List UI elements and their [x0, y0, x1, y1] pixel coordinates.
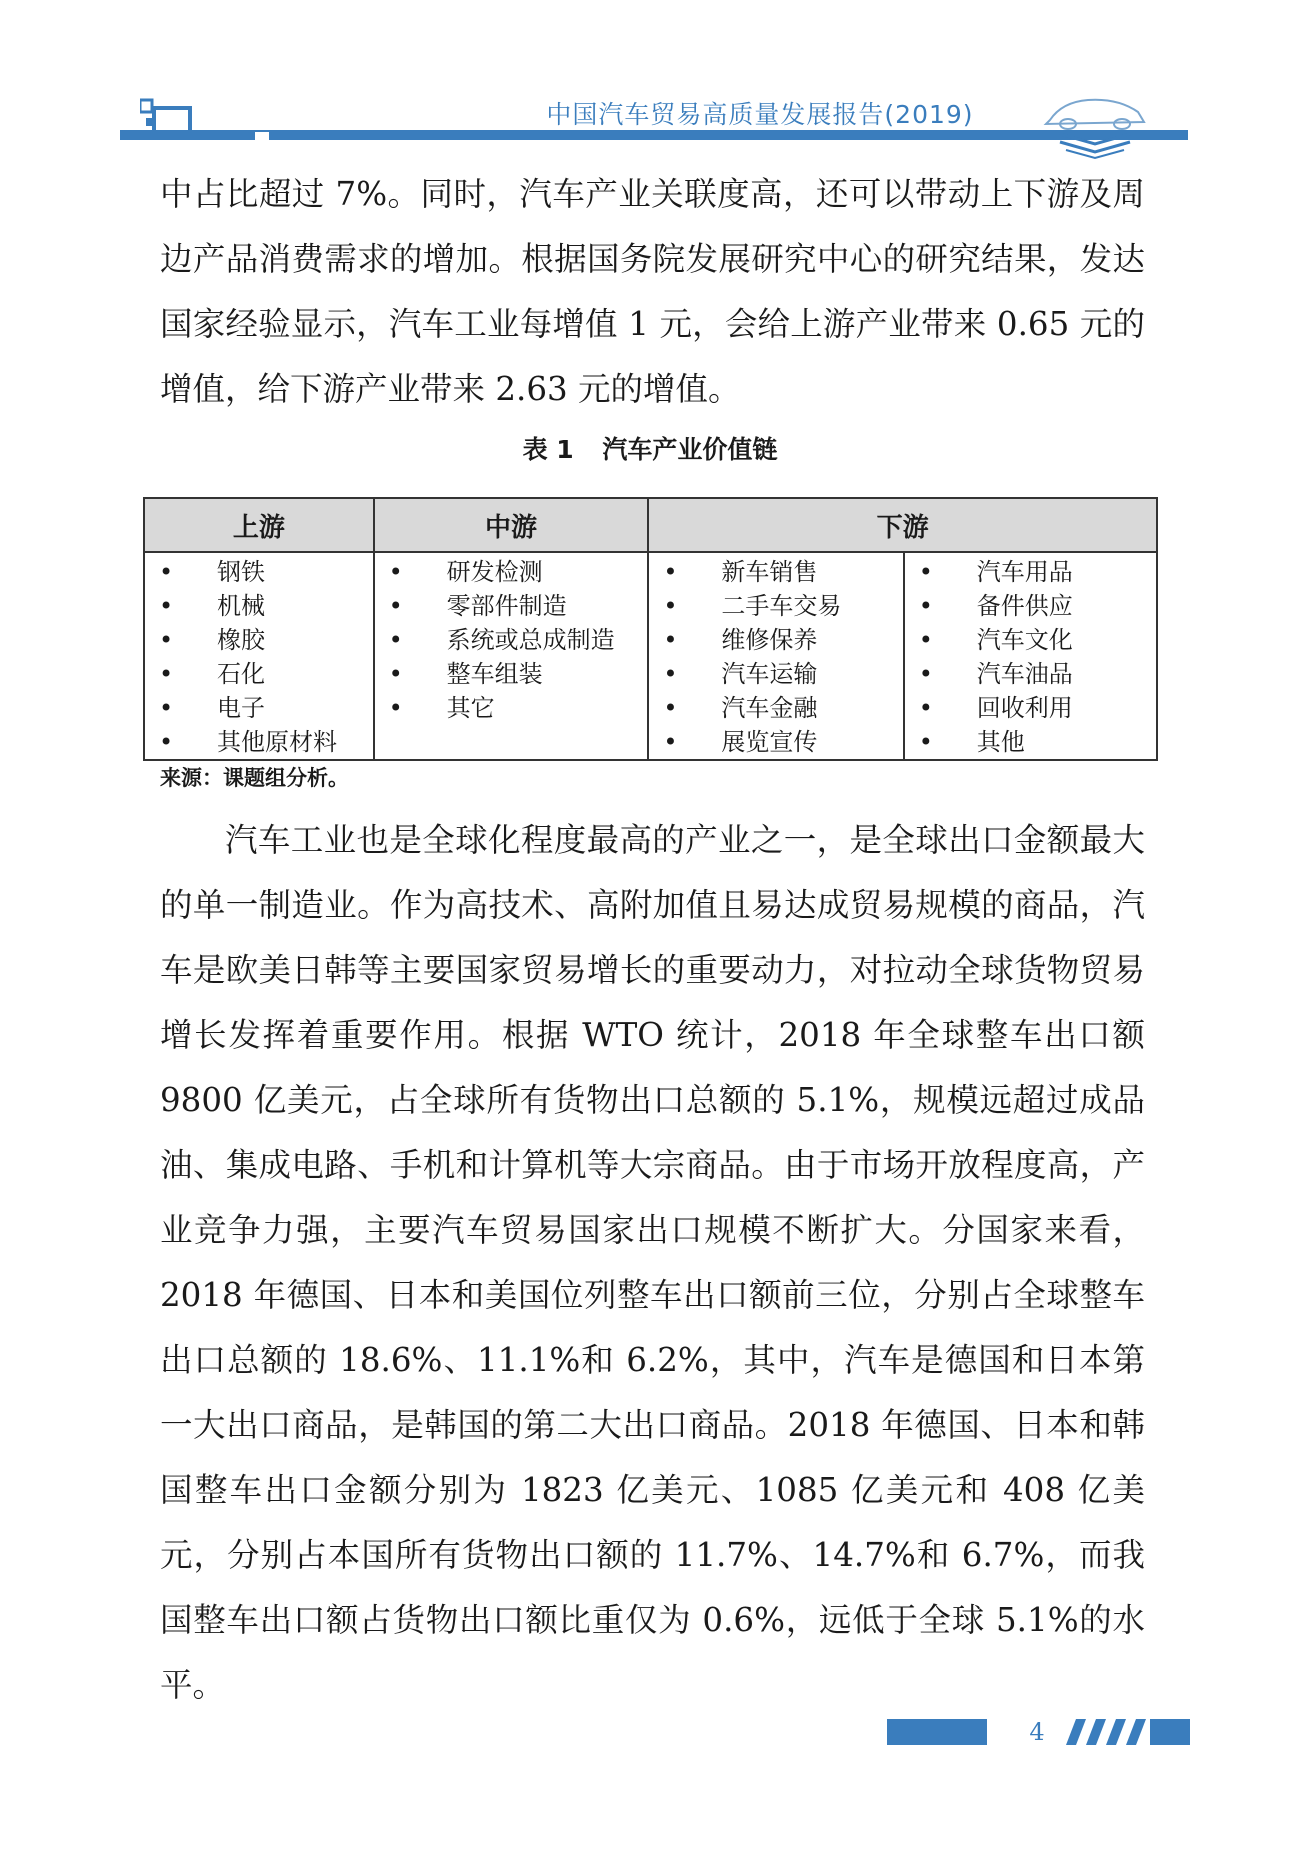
downstream-cell-b: [904, 552, 1157, 760]
midstream-cell: [374, 552, 649, 760]
list-item: • 新车销售: [649, 555, 902, 589]
list-item: • 汽车金融: [649, 691, 902, 725]
table-caption: [0, 430, 1300, 466]
car-outline-icon: [1040, 86, 1150, 160]
list-item: • 维修保养: [649, 623, 902, 657]
bullet-icon: •: [388, 558, 403, 586]
table-caption-label: 表 1: [522, 435, 574, 464]
bullet-icon: •: [159, 592, 174, 620]
bullet-icon: •: [663, 558, 678, 586]
list-item: • 其它: [375, 691, 648, 725]
report-logo-icon: [140, 94, 200, 134]
upstream-cell: [144, 552, 374, 760]
bullet-icon: •: [663, 660, 678, 688]
bullet-icon: •: [159, 626, 174, 654]
bullet-icon: •: [159, 660, 174, 688]
list-item: • 汽车运输: [649, 657, 902, 691]
downstream-cell-a: [648, 552, 903, 760]
header-downstream: 下游: [648, 498, 1157, 552]
list-item: • 钢铁: [145, 555, 373, 589]
list-item: • 回收利用: [905, 691, 1156, 725]
page-number: 4: [1029, 1718, 1045, 1746]
intro-paragraph: 中占比超过 7%。同时，汽车产业关联度高，还可以带动上下游及周边产品消费需求的增加。根据国务院发展研究中心的研究结果，发达国家经验显示，汽车工业每增值 1 元，会给上游产业带来 0.65 元的增值，给下游产业带来 2.63 元的增值。: [160, 175, 1145, 408]
table-caption-title: 汽车产业价值链: [602, 435, 778, 464]
bullet-icon: •: [918, 592, 933, 620]
list-item: • 整车组装: [375, 657, 648, 691]
list-item: • 其他: [905, 725, 1156, 759]
list-item: • 石化: [145, 657, 373, 691]
bullet-icon: •: [388, 626, 403, 654]
bullet-icon: •: [663, 592, 678, 620]
footer-stripes-icon: [1060, 1719, 1190, 1745]
value-chain-table: [143, 497, 1158, 761]
list-item: • 汽车油品: [905, 657, 1156, 691]
bullet-icon: •: [159, 694, 174, 722]
report-header-title: 中国汽车贸易高质量发展报告(2019): [546, 100, 974, 129]
list-item: • 零部件制造: [375, 589, 648, 623]
list-item: • 其他原材料: [145, 725, 373, 759]
header-midstream: 中游: [374, 498, 649, 552]
bullet-icon: •: [918, 558, 933, 586]
bullet-icon: •: [388, 694, 403, 722]
bullet-icon: •: [159, 728, 174, 756]
bullet-icon: •: [159, 558, 174, 586]
list-item: • 电子: [145, 691, 373, 725]
list-item: • 备件供应: [905, 589, 1156, 623]
bullet-icon: •: [663, 694, 678, 722]
footer-bar: [887, 1719, 987, 1745]
list-item: • 橡胶: [145, 623, 373, 657]
header-divider: [120, 130, 1188, 140]
header-upstream: 上游: [144, 498, 374, 552]
list-item: • 汽车文化: [905, 623, 1156, 657]
bullet-icon: •: [918, 694, 933, 722]
header-bar-notch: [255, 132, 269, 140]
list-item: • 展览宣传: [649, 725, 902, 759]
bullet-icon: •: [918, 660, 933, 688]
main-paragraph: 汽车工业也是全球化程度最高的产业之一，是全球出口金额最大的单一制造业。作为高技术、高附加值且易达成贸易规模的商品，汽车是欧美日韩等主要国家贸易增长的重要动力，对拉动全球货物贸易增长发挥着重要作用。根据 WTO 统计，2018 年全球整车出口额 9800 亿美元，占全球所有货物出口总额的 5.1%，规模远超过成品油、集成电路、手机和计算机等大宗商品。由于市场开放程度高，产业竞争力强，主要汽车贸易国家出口规模不断扩大。分国家来看，2018 年德国、日本和美国位列整车出口额前三位，分别占全球整车出口总额的 18.6%、11.1%和 6.2%，其中，汽车是德国和日本第一大出口商品，是韩国的第二大出口商品。2018 年德国、日本和韩国整车出口金额分别为 1823 亿美元、1085 亿美元和 408 亿美元，分别占本国所有货物出口额的 11.7%、14.7%和 6.7%，而我国整车出口额占货物出口额比重仅为 0.6%，远低于全球 5.1%的水平。: [160, 821, 1145, 1704]
bullet-icon: •: [663, 728, 678, 756]
bullet-icon: •: [918, 728, 933, 756]
bullet-icon: •: [663, 626, 678, 654]
table-source-note: 来源：课题组分析。: [160, 766, 349, 790]
bullet-icon: •: [918, 626, 933, 654]
bullet-icon: •: [388, 660, 403, 688]
list-item: • 系统或总成制造: [375, 623, 648, 657]
bullet-icon: •: [388, 592, 403, 620]
main-paragraph-block: [160, 808, 1145, 1718]
list-item: • 机械: [145, 589, 373, 623]
list-item: • 二手车交易: [649, 589, 902, 623]
list-item: • 研发检测: [375, 555, 648, 589]
intro-paragraph-block: [160, 162, 1145, 422]
list-item: • 汽车用品: [905, 555, 1156, 589]
